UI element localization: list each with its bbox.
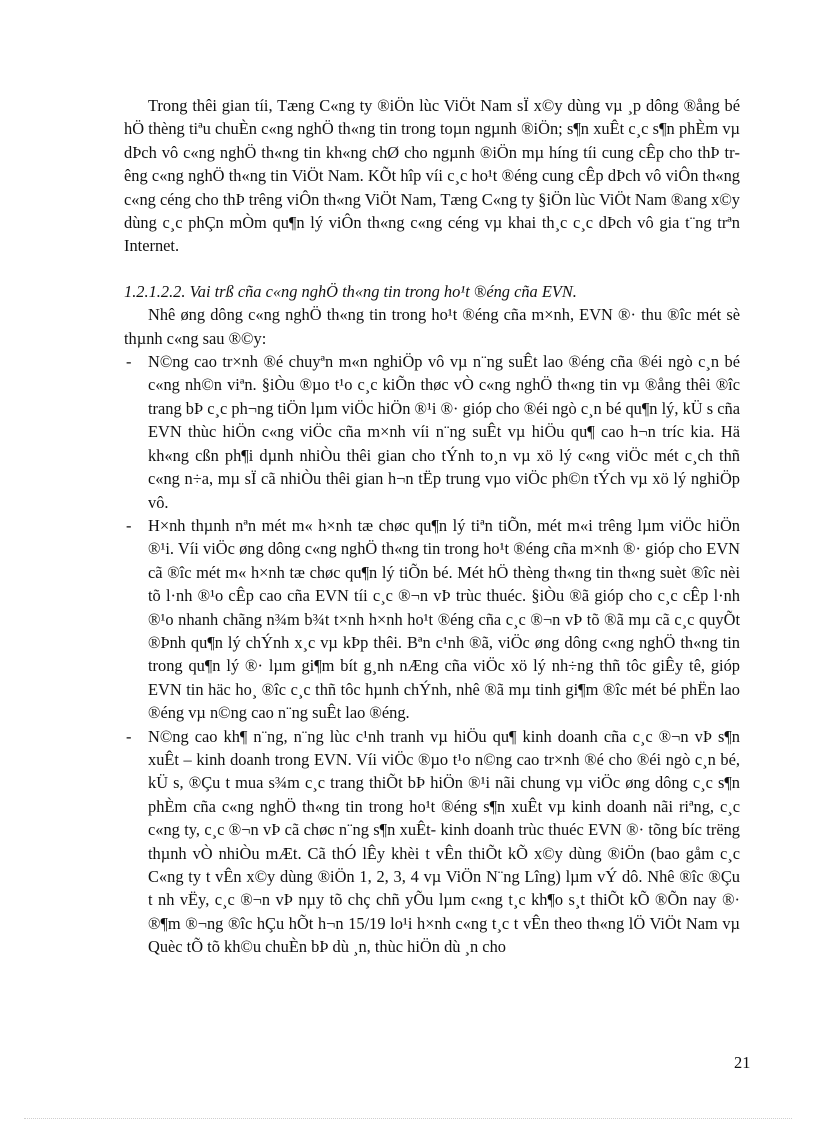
bullet-item: - N©ng cao tr×nh ®é chuyªn m«n nghiÖp vô vµ n¨ng suÊt lao ®éng cña ®éi ngò c¸n bé c«ng nh©n viªn. §iÒu ®µo t¹o c¸c kiÕn thøc vÒ c«ng nghÖ th«ng tin vµ ®ång thêi ®îc trang bÞ c¸c ph¬ng tiÖn lµm viÖc hiÖn ®¹i ®· gióp cho ®éi ngò c¸n bé qu¶n lý, kÜ s cña EVN thùc hiÖn c«ng viÖc cña m×nh víi n¨ng suÊt vµ hiÖu qu¶ cao h¬n tríc kia. Hä kh«ng cßn ph¶i dµnh nhiÒu thêi gian cho tÝnh to¸n vµ xö lý c«ng viÖc mét c¸ch thñ c«ng n÷a, mµ sÏ cã nhiÒu thêi gian h¬n tËp trung vµo viÖc ph©n tÝch vµ xö lý nghiÖp vô. (124, 350, 740, 514)
section-heading: 1.2.1.2.2. Vai trß cña c«ng nghÖ th«ng tin trong ho¹t ®éng cña EVN. (124, 281, 577, 301)
section-intro-paragraph: Nhê øng dông c«ng nghÖ th«ng tin trong ho¹t ®éng cña m×nh, EVN ®· thu ®îc mét sè thµnh c«ng sau ®©y: (124, 305, 740, 348)
bullet-list (124, 350, 740, 959)
bullet-item: - H×nh thµnh nªn mét m« h×nh tæ chøc qu¶n lý tiªn tiÕn, mét m«i trêng lµm viÖc hiÖn ®¹i. Víi viÖc øng dông c«ng nghÖ th«ng tin trong ho¹t ®éng cña m×nh ®· gióp cho EVN cã ®îc mét m« h×nh tæ chøc qu¶n lý tiÕn bé. Mét hÖ thèng th«ng tin th«ng suèt ®îc nèi tõ l·nh ®¹o cÊp cao cña EVN tíi c¸c ®¬n vÞ trùc thuéc. §iÒu ®ã gióp cho c¸c cÊp l·nh ®¹o nhanh chãng n¾m b¾t t×nh h×nh ho¹t ®éng cña c¸c ®¬n vÞ tõ ®ã mµ cã c¸c quyÕt ®Þnh qu¶n lý chÝnh x¸c vµ kÞp thêi. Bªn c¹nh ®ã, viÖc øng dông c«ng nghÖ th«ng tin trong qu¶n lý ®· lµm gi¶m bít g¸nh nÆng cña viÖc xö lý nh÷ng thñ tôc giÊy tê, gióp EVN tin häc ho¸ ®îc c¸c thñ tôc hµnh chÝnh, nhê ®ã mµ tinh gi¶m ®îc mét bé phËn lao ®éng vµ n©ng cao n¨ng suÊt lao ®éng. (124, 514, 740, 725)
page-number: 21 (734, 1053, 751, 1072)
intro-paragraph: Trong thêi gian tíi, Tæng C«ng ty ®iÖn lùc ViÖt Nam sÏ x©y dùng vµ ¸p dông ®ång bé hÖ thèng tiªu chuÈn c«ng nghÖ th«ng tin trong toµn ngµnh ®iÖn; s¶n xuÊt c¸c s¶n phÈm vµ dÞch vô c«ng nghÖ th«ng tin kh«ng chØ cho ngµnh ®iÖn mµ híng tíi cung cÊp cho thÞ trêng c«ng nghÖ th«ng tin ViÖt Nam. KÕt hîp víi c¸c ho¹t ®éng cung cÊp dÞch vô viÔn th«ng c«ng céng cho thÞ trêng viÔn th«ng ViÖt Nam, Tæng C«ng ty §iÖn lùc ViÖt Nam ®ang x©y dùng c¸c phÇn mÒm qu¶n lý viÔn th«ng c«ng céng vµ khai th¸c c¸c dÞch vô gia t¨ng trªn Internet. (124, 96, 740, 256)
bullet-item: - N©ng cao kh¶ n¨ng, n¨ng lùc c¹nh tranh vµ hiÖu qu¶ kinh doanh cña c¸c ®¬n vÞ s¶n xuÊt – kinh doanh trong EVN. Víi viÖc ®µo t¹o n©ng cao tr×nh ®é cho ®éi ngò c¸n bé, kÜ s, ®Çu t mua s¾m c¸c trang thiÕt bÞ hiÖn ®¹i nãi chung vµ viÖc øng dông c¸c s¶n phÈm cña c«ng nghÖ th«ng tin trong ho¹t ®éng s¶n xuÊt vµ kinh doanh nãi riªng, c¸c c«ng ty, c¸c ®¬n vÞ cã chøc n¨ng s¶n xuÊt- kinh doanh trùc thuéc EVN ®· tõng bíc trëng thµnh vÒ nhiÒu mÆt. Cã thÓ lÊy khèi t vÊn thiÕt kÕ x©y dùng ®iÖn (bao gåm c¸c C«ng ty t vÊn x©y dùng ®iÖn 1, 2, 3, 4 vµ ViÖn N¨ng Lîng) lµm vÝ dô. Nhê ®îc ®Çu t nh vËy, c¸c ®¬n vÞ nµy tõ chç chñ yÕu lµm c«ng t¸c kh¶o s¸t thiÕt kÕ ®Õn nay ®· ®¶m ®¬ng ®îc hÇu hÕt h¬n 15/19 lo¹i h×nh c«ng t¸c t vÊn theo th«ng lÖ ViÖt Nam vµ Quèc tÕ tõ kh©u chuÈn bÞ dù ¸n, thùc hiÖn dù ¸n cho (124, 725, 740, 959)
document-body (124, 94, 740, 959)
footer-divider (24, 1118, 792, 1119)
